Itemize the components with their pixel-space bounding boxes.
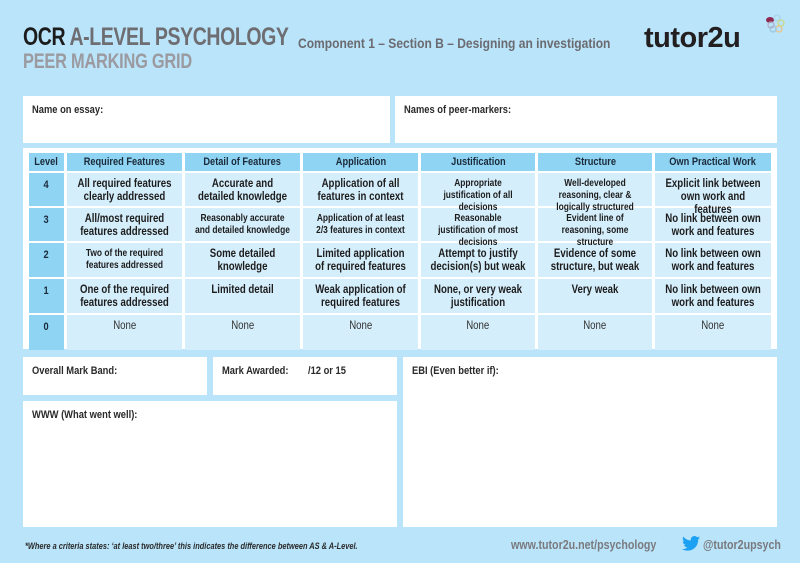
ebi-field[interactable] bbox=[403, 357, 777, 527]
grid-cell: Very weak bbox=[538, 279, 652, 313]
flower-logo-icon bbox=[764, 13, 786, 35]
grid-cell: Evident line of reasoning, some structure bbox=[538, 208, 652, 241]
ebi-label: EBI (Even better if): bbox=[412, 365, 499, 377]
grid-cell: Limited application of required features bbox=[303, 243, 418, 277]
grid-cell: One of the required features addressed bbox=[67, 279, 182, 313]
grid-cell: None bbox=[185, 315, 300, 350]
page-title bbox=[23, 24, 289, 50]
grid-cell: Two of the required features addressed bbox=[67, 243, 182, 277]
footnote: *Where a criteria states: ‘at least two/three’ this indicates the difference between AS & A-Level. bbox=[25, 541, 358, 552]
title-prefix: OCR bbox=[23, 23, 66, 51]
mark-awarded-label: Mark Awarded: bbox=[222, 365, 289, 377]
grid-cell: None bbox=[303, 315, 418, 350]
grid-cell: None bbox=[67, 315, 182, 350]
header-own-practical-work: Own Practical Work bbox=[655, 153, 771, 171]
header-level: Level bbox=[29, 153, 64, 171]
grid-cell: All required features clearly addressed bbox=[67, 173, 182, 206]
page-subheading: PEER MARKING GRID bbox=[23, 50, 192, 73]
grid-cell: Attempt to justify decision(s) but weak bbox=[421, 243, 535, 277]
grid-cell: Appropriate justification of all decisions bbox=[421, 173, 535, 206]
mark-out-of: /12 or 15 bbox=[308, 365, 346, 377]
website-link[interactable]: www.tutor2u.net/psychology bbox=[511, 537, 657, 552]
peer-markers-field[interactable] bbox=[395, 96, 777, 143]
grid-cell: Well-developed reasoning, clear & logically structured bbox=[538, 173, 652, 206]
grid-cell: Application of all features in context bbox=[303, 173, 418, 206]
www-label: WWW (What went well): bbox=[32, 409, 138, 421]
peer-markers-label: Names of peer-markers: bbox=[404, 104, 512, 116]
header-application: Application bbox=[303, 153, 418, 171]
grid-cell: Weak application of required features bbox=[303, 279, 418, 313]
level-3: 3 bbox=[29, 208, 64, 241]
grid-cell: Explicit link between own work and features bbox=[655, 173, 771, 206]
grid-cell: Application of at least 2/3 features in context bbox=[303, 208, 418, 241]
marking-grid bbox=[29, 153, 771, 350]
header-structure: Structure bbox=[538, 153, 652, 171]
grid-cell: Reasonably accurate and detailed knowledge bbox=[185, 208, 300, 241]
grid-cell: Some detailed knowledge bbox=[185, 243, 300, 277]
header-detail-of-features: Detail of Features bbox=[185, 153, 300, 171]
grid-cell: No link between own work and features bbox=[655, 279, 771, 313]
header-justification: Justification bbox=[421, 153, 535, 171]
tutor2u-logo: tutor2u bbox=[644, 22, 741, 54]
grid-cell: Evidence of some structure, but weak bbox=[538, 243, 652, 277]
grid-cell: No link between own work and features bbox=[655, 208, 771, 241]
overall-mark-band-label: Overall Mark Band: bbox=[32, 365, 118, 377]
grid-cell: Limited detail bbox=[185, 279, 300, 313]
twitter-icon bbox=[682, 535, 700, 552]
name-on-essay-label: Name on essay: bbox=[32, 104, 104, 116]
page-subtitle: Component 1 – Section B – Designing an investigation bbox=[298, 35, 611, 51]
mark-awarded-field[interactable] bbox=[213, 357, 397, 395]
level-4: 4 bbox=[29, 173, 64, 206]
level-2: 2 bbox=[29, 243, 64, 277]
title-main: A-LEVEL PSYCHOLOGY bbox=[69, 23, 289, 51]
grid-cell: None bbox=[655, 315, 771, 350]
grid-cell: None bbox=[421, 315, 535, 350]
grid-cell: No link between own work and features bbox=[655, 243, 771, 277]
grid-cell: Accurate and detailed knowledge bbox=[185, 173, 300, 206]
grid-cell: None bbox=[538, 315, 652, 350]
www-field[interactable] bbox=[23, 401, 397, 527]
level-0: 0 bbox=[29, 315, 64, 350]
name-on-essay-field[interactable] bbox=[23, 96, 390, 143]
grid-cell: All/most required features addressed bbox=[67, 208, 182, 241]
overall-mark-band-field[interactable] bbox=[23, 357, 207, 395]
grid-cell: Reasonable justification of most decisions bbox=[421, 208, 535, 241]
header-required-features: Required Features bbox=[67, 153, 182, 171]
twitter-handle-link[interactable]: @tutor2upsych bbox=[703, 537, 781, 552]
level-1: 1 bbox=[29, 279, 64, 313]
grid-cell: None, or very weak justification bbox=[421, 279, 535, 313]
